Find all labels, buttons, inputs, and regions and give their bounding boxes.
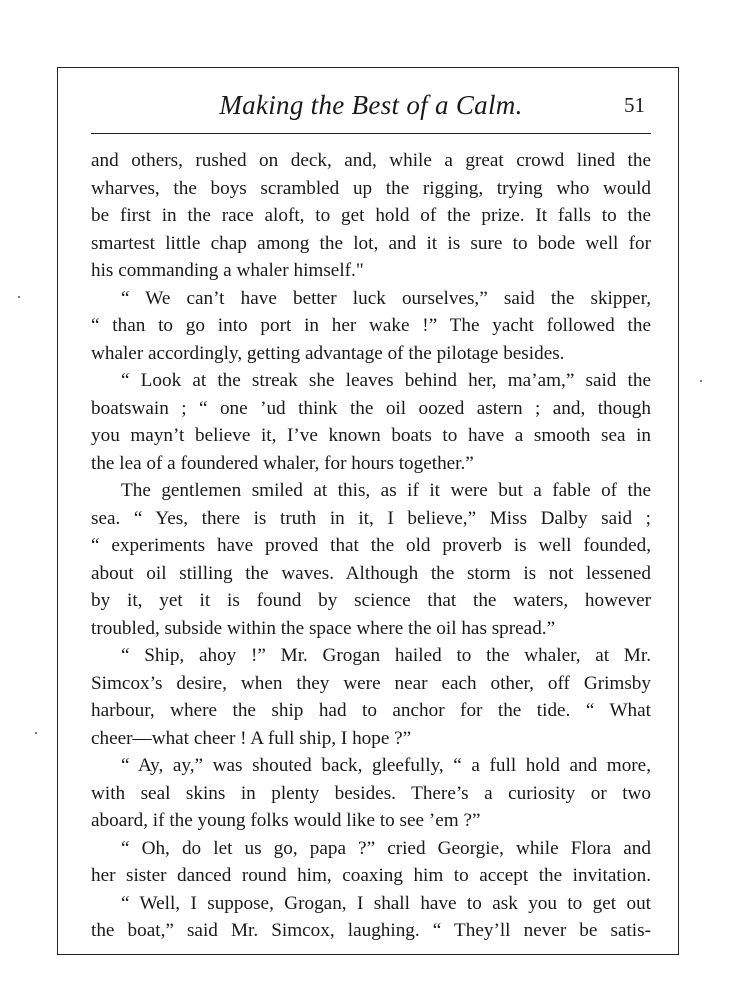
header-rule (91, 133, 651, 134)
text-line: you mayn’t believe it, I’ve known boats to have a smooth sea in (91, 425, 651, 446)
body-text (91, 147, 651, 945)
margin-speck (18, 296, 20, 298)
text-line: Simcox’s desire, when they were near each other, off Grimsby (91, 672, 651, 694)
text-line: by it, yet it is found by science that the waters, however (91, 590, 651, 611)
text-line: “ Well, I suppose, Grogan, I shall have to ask you to get out (121, 892, 651, 914)
margin-speck (35, 732, 37, 734)
text-line: the lea of a foundered whaler, for hours together.” (91, 452, 474, 474)
running-head (91, 86, 651, 128)
text-line: troubled, subside within the space where the oil has spread.” (91, 617, 556, 639)
text-line: “ experiments have proved that the old proverb is well founded, (91, 535, 651, 556)
text-line: “ Oh, do let us go, papa ?” cried Georgie, while Flora and (121, 837, 651, 859)
text-line: her sister danced round him, coaxing him to accept the invitation. (91, 865, 651, 886)
text-line: wharves, the boys scrambled up the rigging, trying who would (91, 177, 651, 199)
margin-speck (700, 380, 702, 382)
text-line: his commanding a whaler himself." (91, 260, 364, 281)
text-line: and others, rushed on deck, and, while a great crowd lined the (91, 150, 651, 171)
text-line: The gentlemen smiled at this, as if it were but a fable of the (121, 480, 651, 501)
text-line: boatswain ; “ one ’ud think the oil oozed astern ; and, though (91, 397, 651, 419)
text-line: “ Ay, ay,” was shouted back, gleefully, “ a full hold and more, (121, 755, 651, 776)
text-line: “ than to go into port in her wake !” The yacht followed the (91, 315, 651, 336)
text-line: harbour, where the ship had to anchor for the tide. “ What (91, 700, 651, 721)
text-line: the boat,” said Mr. Simcox, laughing. “ They’ll never be satis- (91, 920, 651, 941)
text-line: “ Look at the streak she leaves behind her, ma’am,” said the (121, 370, 651, 391)
text-line: sea. “ Yes, there is truth in it, I believe,” Miss Dalby said ; (91, 507, 651, 529)
page-number: 51 (624, 93, 645, 117)
text-line: about oil stilling the waves. Although the storm is not lessened (91, 562, 651, 584)
text-line: be first in the race aloft, to get hold of the prize. It falls to the (91, 205, 651, 226)
text-line: with seal skins in plenty besides. There’s a curiosity or two (91, 782, 651, 804)
running-title: Making the Best of a Calm. (219, 90, 523, 120)
text-line: “ We can’t have better luck ourselves,” said the skipper, (121, 287, 651, 309)
text-line: smartest little chap among the lot, and it is sure to bode well for (91, 232, 651, 254)
text-line: cheer—what cheer ! A full ship, I hope ?” (91, 727, 412, 749)
text-line: “ Ship, ahoy !” Mr. Grogan hailed to the whaler, at Mr. (121, 645, 651, 666)
text-line: whaler accordingly, getting advantage of the pilotage besides. (91, 342, 565, 364)
text-line: aboard, if the young folks would like to see ’em ?” (91, 810, 481, 831)
